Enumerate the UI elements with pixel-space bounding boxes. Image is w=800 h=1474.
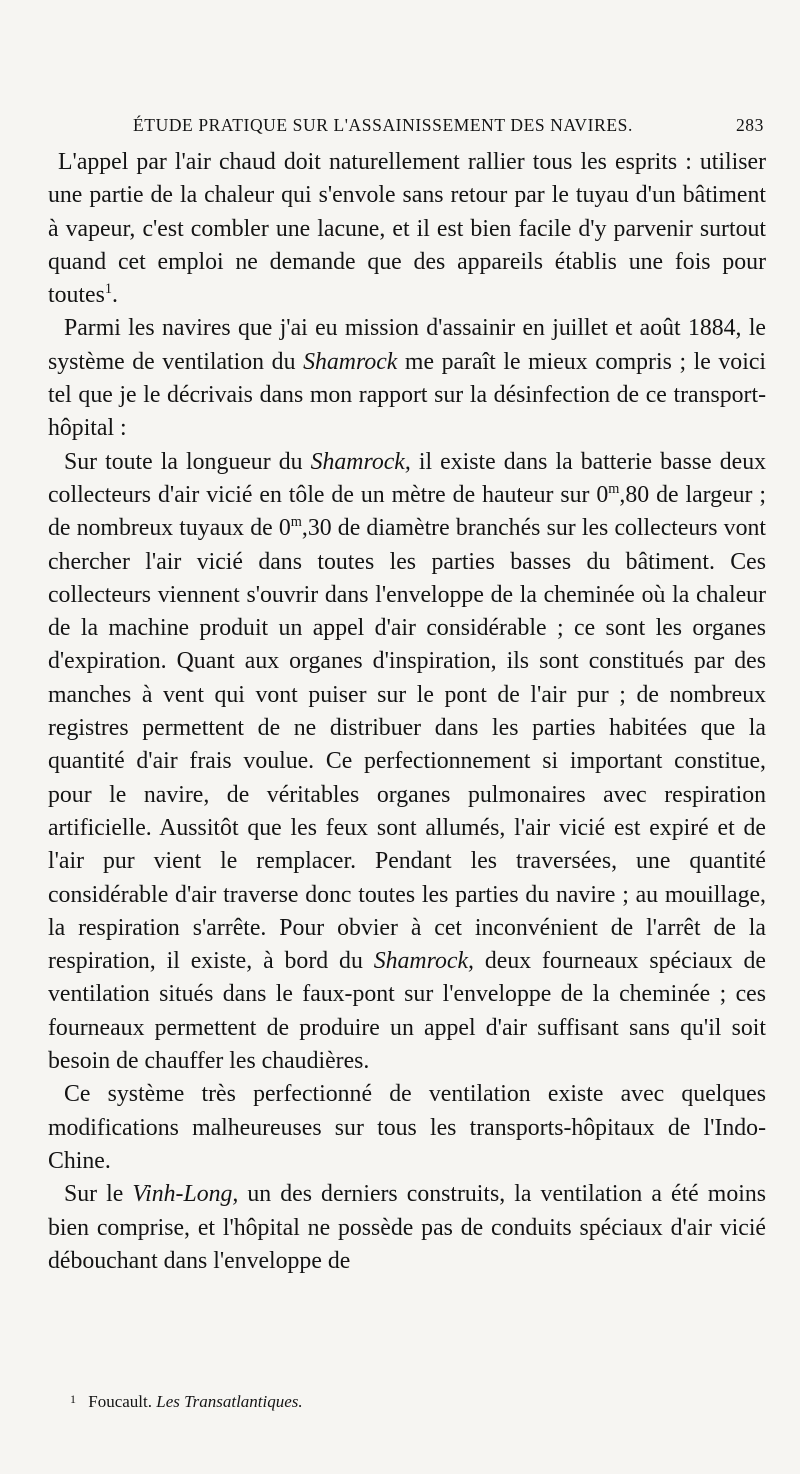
paragraph [48,1178,766,1278]
superscript: m [608,481,620,498]
page-header [78,113,764,143]
text-run: ,30 de diamètre branchés sur les collecteurs vont chercher l'air vicié dans toutes les parties basses du bâtiment. Ces collecteurs viennent s'ouvrir dans l'enveloppe de la cheminée où la chaleur de la machine produit un appel d'air considérable ; ce sont les organes d'expiration. Quant aux organes d'inspiration, ils sont constitués par des manches à vent qui vont puiser sur le pont de l'air pur ; de nombreux registres permettent de ne distribuer dans les parties habitées que la quantité d'air frais voulue. Ce perfectionnement si important constitue, pour le navire, de véritables organes pulmonaires avec respiration artificielle. Aussitôt que les feux sont allumés, l'air vicié est expiré et de l'air pur vient le remplacer. Pendant les traversées, une quantité considérable d'air traverse donc toutes les parties du navire ; au mouillage, la respiration s'arrête. Pour obvier à cet inconvénient de l'arrêt de la respiration, il existe, à bord du [48,515,766,975]
text-run: deux fourneaux spéciaux de ventilation situés dans le faux-pont sur l'enveloppe de la cheminée ; ces fourneaux permettent de produire un appel d'air suffisant sans qu'il soit besoin de chauffer les chaudières. [48,948,766,1075]
text-run: . [111,282,118,309]
page-number: 283 [735,115,764,135]
italic-text: Shamrock [303,348,398,375]
superscript: m [290,514,302,531]
superscript: 1 [104,281,112,298]
paragraph [48,146,766,312]
text-run: L'appel par l'air chaud doit naturellement rallier tous les esprits : utiliser une partie de la chaleur qui s'envole sans retour par le tuyau d'un bâtiment à vapeur, c'est combler une lacune, et il est bien facile d'y parvenir surtout quand cet emploi ne demande que des appareils établis une fois pour toutes [48,149,766,309]
paragraph [48,1078,766,1178]
text-run: un des derniers construits, la ventilation a été moins bien comprise, et l'hôpital ne possède pas de conduits spéciaux d'air vicié débouchant dans l'enveloppe de [48,1181,766,1274]
paragraph [48,446,766,1079]
text-run: il existe dans la batterie basse deux collecteurs d'air vicié en tôle de un mètre de hauteur sur 0 [48,448,766,508]
footnote-author: Foucault. [88,1392,152,1411]
italic-text: Shamrock, [310,448,411,475]
italic-text: Vinh-Long, [132,1181,239,1208]
footnote-mark: 1 [70,1392,76,1406]
footnote-title: Les Transatlantiques. [156,1392,303,1411]
paragraph [48,312,766,445]
text-run: Ce système très perfectionné de ventilation existe avec quelques modifications malheureuses sur tous les transports-hôpitaux de l'Indo-Chine. [48,1081,766,1174]
text-run: ,80 de largeur ; de nombreux tuyaux de 0 [48,481,766,542]
running-title: ÉTUDE PRATIQUE SUR L'ASSAINISSEMENT DES NAVIRES. [133,115,633,135]
footnote [70,1392,750,1412]
text-run: Parmi les navires que j'ai eu mission d'assainir en juillet et août 1884, le système de ventilation du [48,315,766,375]
italic-text: Shamrock, [373,948,474,975]
body-text [48,146,766,1278]
text-run: me paraît le mieux compris ; le voici tel que je le décrivais dans mon rapport sur la désinfection de ce transport-hôpital : [48,348,766,442]
text-run: Sur le [64,1181,133,1208]
text-run: Sur toute la longueur du [64,448,311,475]
